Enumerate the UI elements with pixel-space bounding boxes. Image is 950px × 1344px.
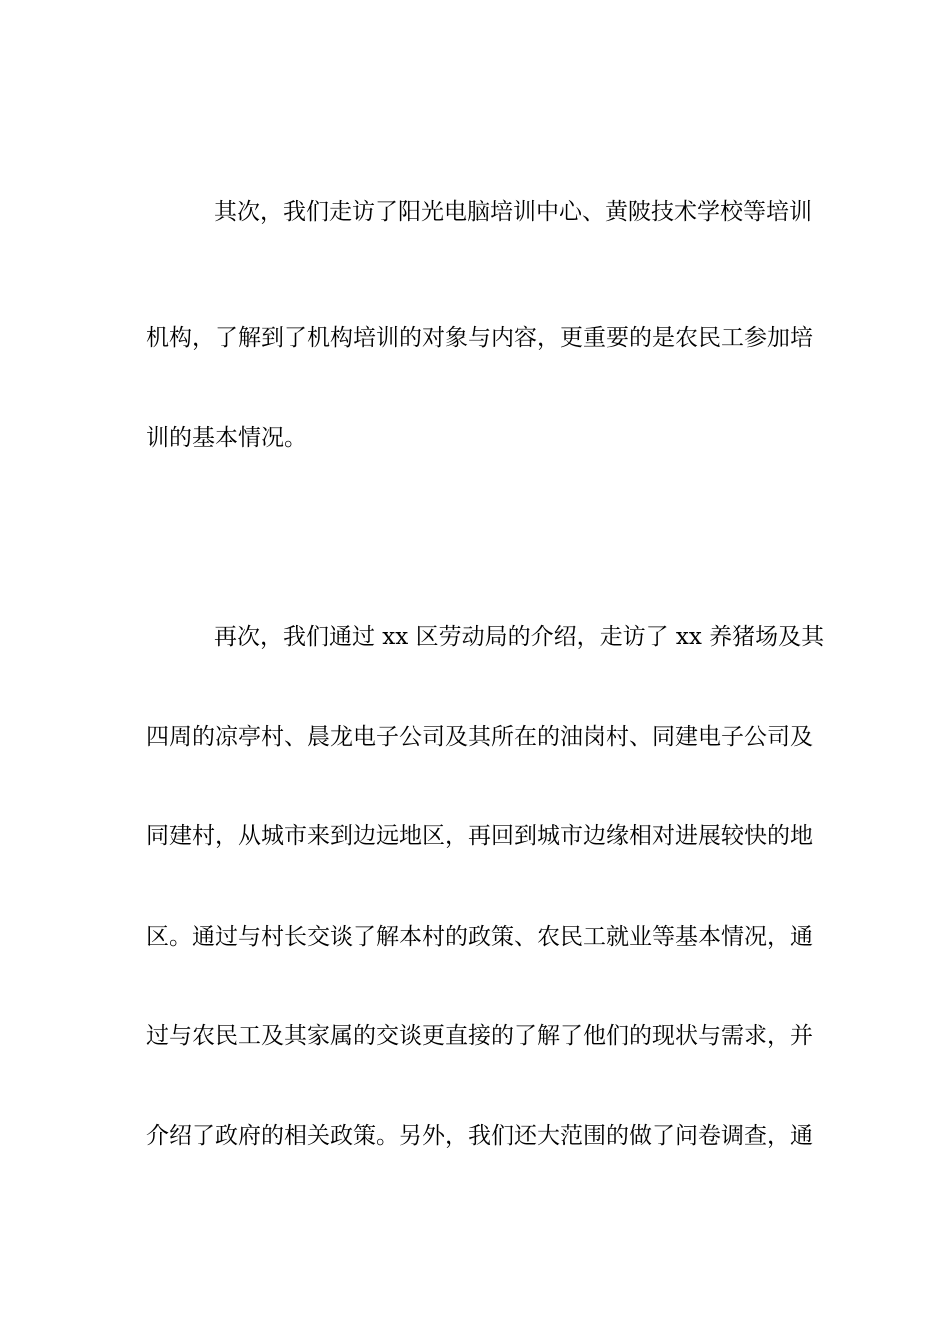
text-line: 过与农民工及其家属的交谈更直接的了解了他们的现状与需求，并 xyxy=(146,1023,813,1049)
text-line: 四周的凉亭村、晨龙电子公司及其所在的油岗村、同建电子公司及 xyxy=(146,724,813,750)
text-line: 训的基本情况。 xyxy=(146,425,307,451)
text-line: 同建村，从城市来到边远地区，再回到城市边缘相对进展较快的地 xyxy=(146,823,813,849)
text-line: 区。通过与村长交谈了解本村的政策、农民工就业等基本情况，通 xyxy=(146,924,813,950)
text-line: 介绍了政府的相关政策。另外，我们还大范围的做了问卷调查，通 xyxy=(146,1123,813,1149)
text-line: 再次，我们通过 xx 区劳动局的介绍，走访了 xx 养猪场及其 xyxy=(214,624,825,650)
text-line: 其次，我们走访了阳光电脑培训中心、黄陂技术学校等培训 xyxy=(214,199,812,225)
text-line: 机构，了解到了机构培训的对象与内容，更重要的是农民工参加培 xyxy=(146,325,813,351)
